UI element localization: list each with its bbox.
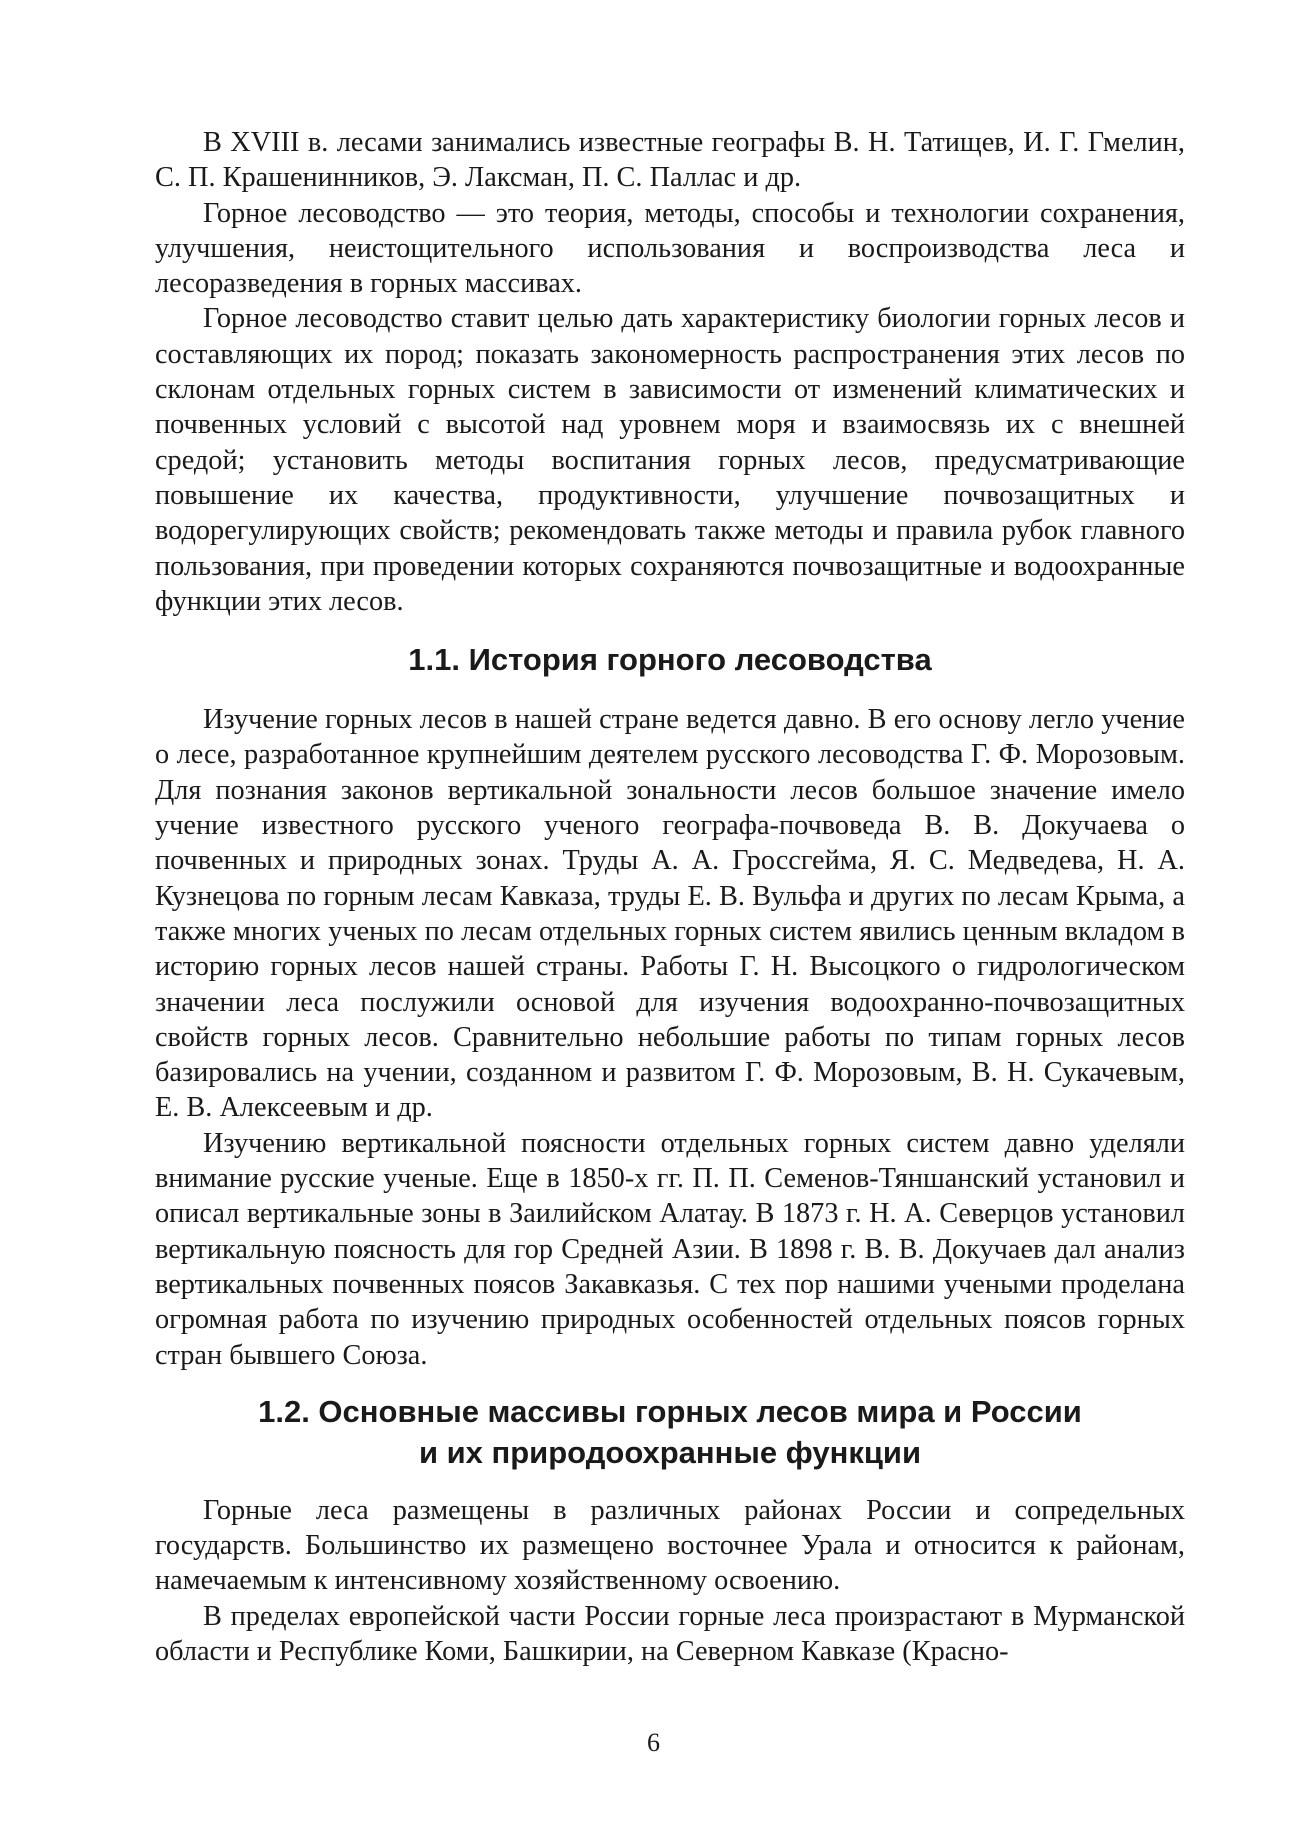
paragraph-intro-3: Горное лесоводство ставит целью дать характеристику биологии горных лесов и составляющих их пород; показать закономерность распространения этих лесов по склонам отдельных горных систем в зависимости от изменений климатических и почвенных условий с высотой над уровнем моря и взаимосвязь их с внешней средой; установить методы воспитания горных лесов, предусматривающие повышение их качества, продуктивности, улучшение почвозащитных и водорегулирующих свойств; рекомендовать также методы и правила рубок главного пользования, при проведении которых сохраняются почвозащитные и водоохранные функции этих лесов. — [155, 303, 1185, 617]
section-2-heading — [155, 1391, 1185, 1473]
paragraph-intro-1: В XVIII в. лесами занимались известные географы В. Н. Татищев, И. Г. Гмелин, С. П. Крашенинников, Э. Лаксман, П. С. Паллас и др. — [155, 127, 1185, 194]
section-2-heading-line-1: 1.2. Основные массивы горных лесов мира и России — [258, 1393, 1082, 1429]
paragraph-intro-2: Горное лесоводство — это теория, методы, способы и технологии сохранения, улучшения, неистощительного использования и воспроизводства леса и лесоразведения в горных массивах. — [155, 197, 1185, 300]
section-1-paragraph-2: Изучению вертикальной поясности отдельных горных систем давно уделяли внимание русские ученые. Еще в 1850-х гг. П. П. Семенов-Тяншанский установил и описал вертикальные зоны в Заилийском Алатау. В 1873 г. Н. А. Северцов установил вертикальную поясность для гор Средней Азии. В 1898 г. В. В. Докучаев дал анализ вертикальных почвенных поясов Закавказья. С тех пор нашими учеными проделана огромная работа по изучению природных особенностей отдельных поясов горных стран бывшего Союза. — [155, 1127, 1185, 1371]
section-1-heading: 1.1. История горного лесоводства — [408, 642, 932, 678]
page-number: 6 — [647, 1728, 660, 1757]
section-2-paragraph-2: В пределах европейской части России горные леса произрастают в Мурманской области и Республике Коми, Башкирии, на Северном Кавказе (Красно- — [155, 1600, 1185, 1667]
section-2-heading-line-2: и их природоохранные функции — [418, 1434, 922, 1470]
page-content — [155, 125, 1185, 1669]
section-1-paragraph-1: Изучение горных лесов в нашей стране ведется давно. В его основу легло учение о лесе, разработанное крупнейшим деятелем русского лесоводства Г. Ф. Морозовым. Для познания законов вертикальной зональности лесов большое значение имело учение известного русского ученого географа-почвоведа В. В. Докучаева о почвенных и природных зонах. Труды А. А. Гроссгейма, Я. С. Медведева, Н. А. Кузнецова по горным лесам Кавказа, труды Е. В. Вульфа и других по лесам Крыма, а также многих ученых по лесам отдельных горных систем явились ценным вкладом в историю горных лесов нашей страны. Работы Г. Н. Высоцкого о гидрологическом значении леса послужили основой для изучения водоохранно-почвозащитных свойств горных лесов. Сравнительно небольшие работы по типам горных лесов базировались на учении, созданном и развитом Г. Ф. Морозовым, В. Н. Сукачевым, Е. В. Алексеевым и др. — [155, 704, 1185, 1124]
section-2-paragraph-1: Горные леса размещены в различных районах России и сопредельных государств. Большинство их размещено восточнее Урала и относится к районам, намечаемым к интенсивному хозяйственному освоению. — [155, 1494, 1185, 1597]
